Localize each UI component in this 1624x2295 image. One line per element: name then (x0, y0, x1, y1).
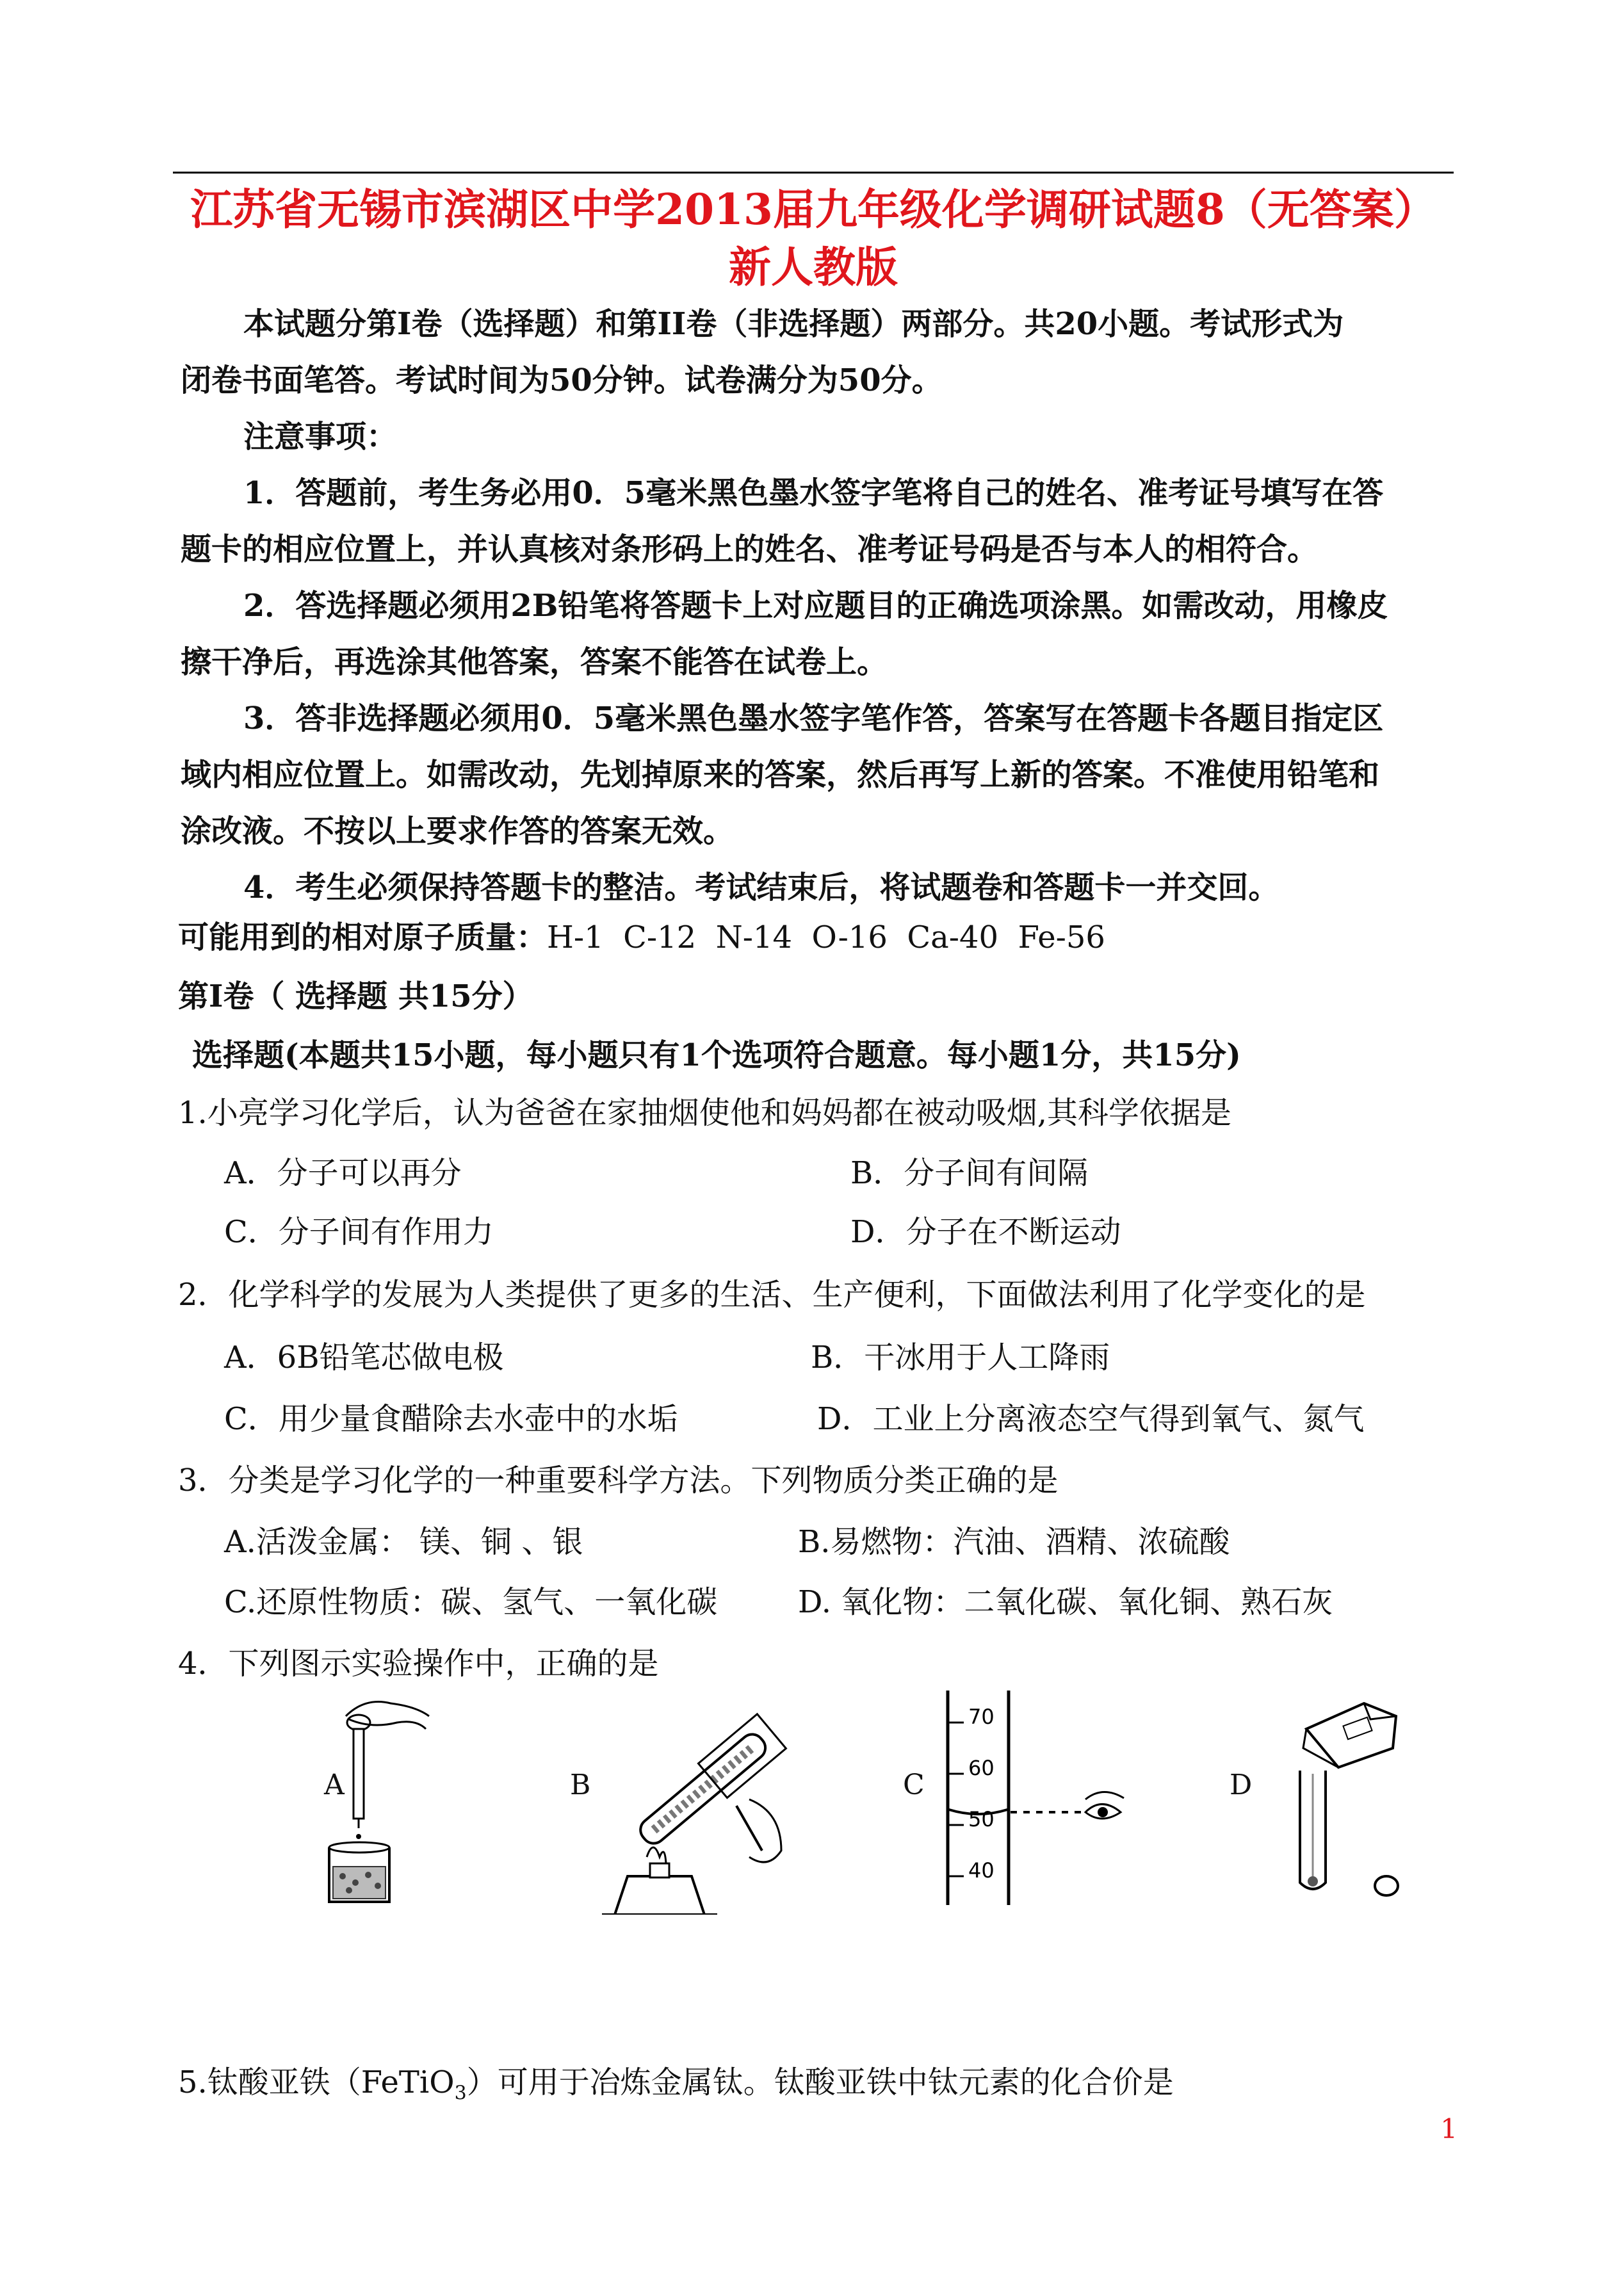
notice-item-1-cont: 题卡的相应位置上，并认真核对条形码上的姓名、准考证号码是否与本人的相符合。 (181, 531, 1319, 567)
section-heading: 第Ⅰ卷（ 选择题 共15分） (178, 978, 533, 1014)
question-1-option-a: A．分子可以再分 (224, 1155, 462, 1191)
question-3-option-b: B.易燃物：汽油、酒精、浓硫酸 (798, 1524, 1230, 1560)
notice-item-2: 2．答选择题必须用2B铅笔将答题卡上对应题目的正确选项涂黑。如需改动，用橡皮 (243, 588, 1388, 624)
notice-heading: 注意事项： (243, 419, 398, 455)
notice-item-1: 1．答题前，考生务必用0．5毫米黑色墨水签字笔将自己的姓名、准考证号填写在答 (243, 475, 1384, 511)
question-5-text-before: 5.钛酸亚铁（FeTiO (178, 2064, 455, 2100)
atomic-mass-line (178, 917, 1105, 958)
question-3-option-d: D. 氧化物：二氧化碳、氧化铜、熟石灰 (798, 1584, 1333, 1620)
dropper-beaker-figure (320, 1691, 461, 1908)
question-3-stem: 3．分类是学习化学的一种重要科学方法。下列物质分类正确的是 (178, 1463, 1059, 1498)
question-5-text-after: ）可用于冶炼金属钛。钛酸亚铁中钛元素的化合价是 (466, 2064, 1174, 2100)
cylinder-tick-70: 70 (968, 1705, 995, 1729)
test-tube-heating-figure (589, 1703, 800, 1915)
cylinder-tick-40: 40 (968, 1858, 995, 1883)
test-tube-solid-figure (1268, 1691, 1422, 1908)
cylinder-tick-50: 50 (968, 1807, 995, 1831)
intro-paragraph: 本试题分第Ⅰ卷（选择题）和第II卷（非选择题）两部分。共20小题。考试形式为 (243, 306, 1344, 342)
top-rule (173, 172, 1454, 174)
atomic-mass-label: 可能用到的相对原子质量： (178, 920, 548, 955)
notice-item-3: 3．答非选择题必须用0．5毫米黑色墨水签字笔作答，答案写在答题卡各题目指定区 (243, 701, 1384, 736)
question-5-stem (178, 2062, 1174, 2114)
question-2-option-b: B．干冰用于人工降雨 (811, 1340, 1110, 1375)
question-4-stem: 4．下列图示实验操作中，正确的是 (178, 1646, 659, 1682)
intro-paragraph-cont: 闭卷书面笔答。考试时间为50分钟。试卷满分为50分。 (181, 362, 943, 398)
notice-item-2-cont: 擦干净后，再选涂其他答案，答案不能答在试卷上。 (181, 644, 888, 680)
question-2-option-d: D．工业上分离液态空气得到氧气、氮气 (817, 1401, 1365, 1437)
notice-item-4: 4．考生必须保持答题卡的整洁。考试结束后，将试题卷和答题卡一并交回。 (243, 870, 1279, 905)
notice-item-3-cont2: 涂改液。不按以上要求作答的答案无效。 (181, 813, 735, 849)
question-3-option-a: A.活泼金属： 镁、铜 、银 (224, 1524, 583, 1560)
question-3-option-c: C.还原性物质：碳、氢气、一氧化碳 (224, 1584, 718, 1620)
question-1-stem: 1.小亮学习化学后，认为爸爸在家抽烟使他和妈妈都在被动吸烟,其科学依据是 (178, 1095, 1232, 1131)
figure-b-label: B (570, 1769, 591, 1801)
graduated-cylinder-figure (935, 1691, 1140, 1908)
question-1-option-b: B．分子间有间隔 (850, 1155, 1089, 1191)
question-5-subscript: 3 (454, 2082, 467, 2105)
question-2-option-a: A．6B铅笔芯做电极 (224, 1340, 504, 1375)
figure-d-label: D (1230, 1769, 1253, 1801)
question-1-option-c: C．分子间有作用力 (224, 1214, 494, 1250)
exam-title-sub: 新人教版 (729, 242, 898, 292)
figure-c-label: C (903, 1769, 925, 1801)
question-1-option-d: D．分子在不断运动 (850, 1214, 1121, 1250)
atomic-mass-values: H-1 C-12 N-14 O-16 Ca-40 Fe-56 (547, 920, 1105, 955)
exam-title: 江苏省无锡市滨湖区中学2013届九年级化学调研试题8（无答案） (190, 184, 1436, 234)
question-2-option-c: C．用少量食醋除去水壶中的水垢 (224, 1401, 678, 1437)
notice-item-3-cont: 域内相应位置上。如需改动，先划掉原来的答案，然后再写上新的答案。不准使用铅笔和 (181, 757, 1380, 793)
figure-a-label: A (324, 1769, 345, 1801)
section-instructions: 选择题(本题共15小题，每小题只有1个选项符合题意。每小题1分，共15分) (192, 1037, 1241, 1073)
question-2-stem: 2．化学科学的发展为人类提供了更多的生活、生产便利，下面做法利用了化学变化的是 (178, 1277, 1366, 1313)
page-number: 1 (1440, 2113, 1458, 2145)
cylinder-tick-60: 60 (968, 1756, 995, 1780)
